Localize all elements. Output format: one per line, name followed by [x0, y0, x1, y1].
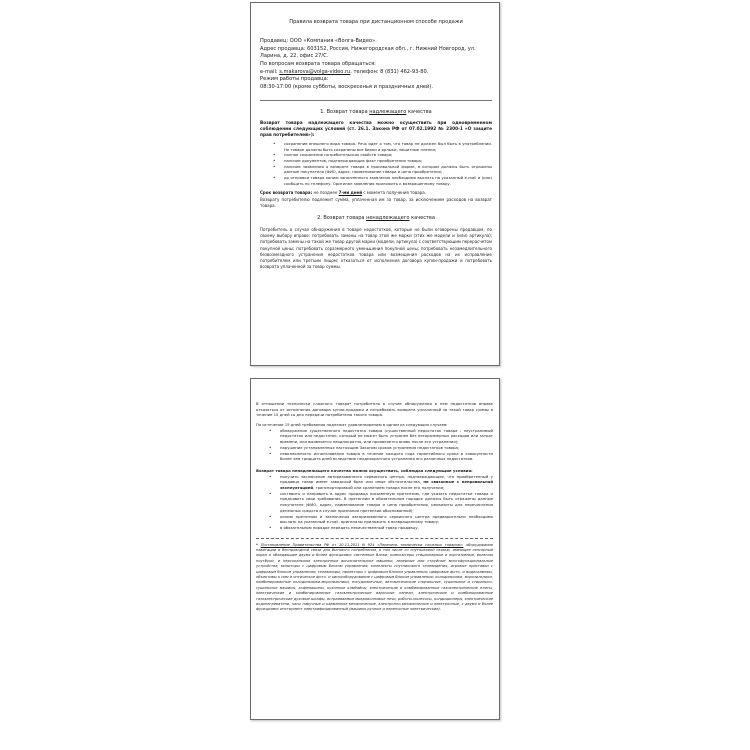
footnote-divider	[256, 538, 493, 539]
phone-text: , телефон: 8 (831) 462-93-80.	[350, 68, 429, 75]
refund-note: Возврату потребителю подлежит сумма, уплаченная им за товар, за исключением расходов на возврат товара.	[260, 196, 492, 208]
seller-contact-block	[260, 38, 492, 91]
section-2-title: 2. Возврат товара ненадлежащего качества	[317, 214, 435, 221]
list-item: • полное сохранение потребительских свойств товара;	[284, 152, 492, 158]
list-item: • наличие заявления о возврате товара в произвольной форме, в котором должны быть отражены данные покупателя (ФИО, адрес, наименование товара и цена приобретения;	[284, 164, 492, 175]
section-1-conditions-list	[260, 141, 492, 187]
conditions-title: Возврат товара ненадлежащего качества можно осуществить, соблюдая следующие условия:	[256, 467, 473, 473]
section-1-intro: Возврат товара надлежащего качества можно осуществить при одновременном соблюдении следующих условий (ст. 26.1. Закона РФ от 07.02.1992 № 2300-1 «О защите прав потребителей»):	[260, 120, 492, 139]
list-item: • наличие документов, подтверждающих факт приобретения товара;	[284, 158, 492, 164]
returns-contact-label: По вопросам возврата товара обращаться:	[260, 61, 376, 68]
list-item: • сохранение внешнего вида товара. Речь идет о том, что товар не должен был быть в употреблении. Не товаре должны быть сохранены все бирки и ярлыки, защитные пленки;	[284, 141, 492, 152]
document-page-2	[250, 378, 500, 720]
list-item: • невозможность использования товара в течение каждого года гарантийного срока в совокупности более чем тридцать дней вследствие неоднократного устранения его различных недостатков.	[280, 451, 493, 462]
section-1-title: 1. Возврат товара надлежащего качества	[320, 108, 432, 115]
conditions-list	[256, 474, 493, 531]
hours-text: 08:30-17:00 (кроме субботы, воскресенья и праздничных дней).	[260, 83, 433, 90]
list-item: • копию претензии и заключения авторизованного сервисного центра предварительно необходимо выслать на указанный e-mail, оригиналы приложить к возвращенному товару;	[280, 514, 493, 525]
list-item: • до отправки товара копию заполненного заявления необходимо выслать на указанный e-mail и (или) сообщить по телефону. Оригинал заявления приложить к возвращенному товару.	[284, 175, 492, 186]
section-2-text: Потребитель в случае обнаружения в товаре недостатков, которые не были оговорены продавцом, по своему выбору вправе: потребовать замены на товар этой же марки (этих же модели и (или) артикула); потребовать замены на такой же товар другой марки (модели, артикула) с соответствующим перерасчетом покупной цены; потребовать соразмерного уменьшения покупной цены; потребовать незамедлительного безвозмездного устранения недостатков товара или возмещения расходов на их исправление потребителем или третьим лицом; отказаться от исполнения договора купли-продажи и потребовать возврата уплаченной за товар суммы.	[260, 226, 492, 270]
list-item: • в обязательном порядке передать некачественный товар продавцу.	[280, 525, 493, 531]
seller-name: Продавец: ООО «Компания «Волга-Видео».	[260, 38, 377, 45]
list-item: • составить и направить в адрес продавца письменную претензию, где указать недостатки товара и предъявить свои требования. В претензии в обязательном порядке должны быть отражены данные покупателя (ФИО, адрес, наименование товара и цена приобретения, реквизиты для перечисления денежных средств в случае признания претензии обоснованной);	[280, 491, 493, 514]
complex-goods-intro: В отношении технически сложного товара* потребитель в случае обнаружения в нем недостатков вправе отказаться от исполнения договора купли-продажи и потребовать возврата уплаченной за такой товар суммы в течение 15 дней со дня передачи потребителю такого товара.	[256, 401, 493, 418]
after-15-days-text: По истечении 15 дней требования подлежат удовлетворению в одном из следующих случаев:	[256, 422, 448, 428]
email-link[interactable]: s.makarova@volga-video.ru	[279, 68, 351, 75]
divider	[260, 100, 492, 101]
list-item: • обнаружение существенного недостатка товара (существенный недостаток товара - неустранимый недостаток или недостаток, который не может быть устранен без несоразмерных расходов или затрат времени, или выявляется неоднократно, или проявляется вновь после его устранения);	[280, 428, 493, 445]
list-item: • нарушение установленных настоящим Законом сроков устранения недостатков товара;	[280, 445, 493, 451]
return-deadline: Срок возврата товара: не позднее 7-ми дней с момента получения товара.	[260, 190, 426, 196]
page-title: Правила возврата товара при дистанционном способе продажи	[289, 19, 463, 25]
list-item: • получить заключение авторизованного сервисного центра, подтверждающее, что приобретенный у продавца товар имеет заводской брак или иные обстоятельства, не связанные с неправильной эксплуатацией, транспортировкой или хранением товара после его получения;	[280, 474, 493, 491]
seller-address: Адрес продавца: 603152, Россия, Нижегородская обл., г. Нижний Новгород, ул. Ларина, д. 22, офис 27/С.	[260, 45, 476, 60]
cases-list	[256, 428, 493, 462]
email-label: e-mail:	[260, 68, 280, 75]
contact-line	[260, 69, 492, 77]
document-page-1	[250, 2, 500, 366]
hours-label: Режим работы продавца:	[260, 76, 329, 83]
footnote: * Постановление Правительства РФ от 10.11.2011 N 924 «Перечень технически сложных товаров»: оборудование навигации и беспроводной связи для бытового потребления, в том числе со спутниковой связью, имеющее сенсорный экран и обладающее двумя и более функциями; системные блоки, компьютеры стационарные и портативные, включая ноутбуки, и персональные электронные вычислительные машины; лазерные или струйные многофункциональные устройства, мониторы с цифровым блоком управления; комплекты спутникового телевидения, игровые приставки с цифровым блоком управления; телевизоры, проекторы с цифровым блоком управления; цифровые фото- и видеокамеры, объективы к ним и оптическое фото- и киноооборудование с цифровым блоком управления; холодильники, морозильники, комбинированные холодильники-морозильники, посудомоечные, автоматические стиральные, сушильные и стирально-сушильные машины, кофемашины, кухонные комбайны, электрические и комбинированные газоэлектрические плиты, электрические и комбинированные газоэлектрические варочные панели, электрические и комбинированные газоэлектрические духовые шкафы, встраиваемые микроволновые печи, роботы-пылесосы, кондиционеры, электрические водонагреватели, часы наручные и карманные механические, электронно-механические и электронные, с двумя и более функциями; инструмент электрифицированный (машины ручные и переносные электрические).	[256, 542, 493, 612]
